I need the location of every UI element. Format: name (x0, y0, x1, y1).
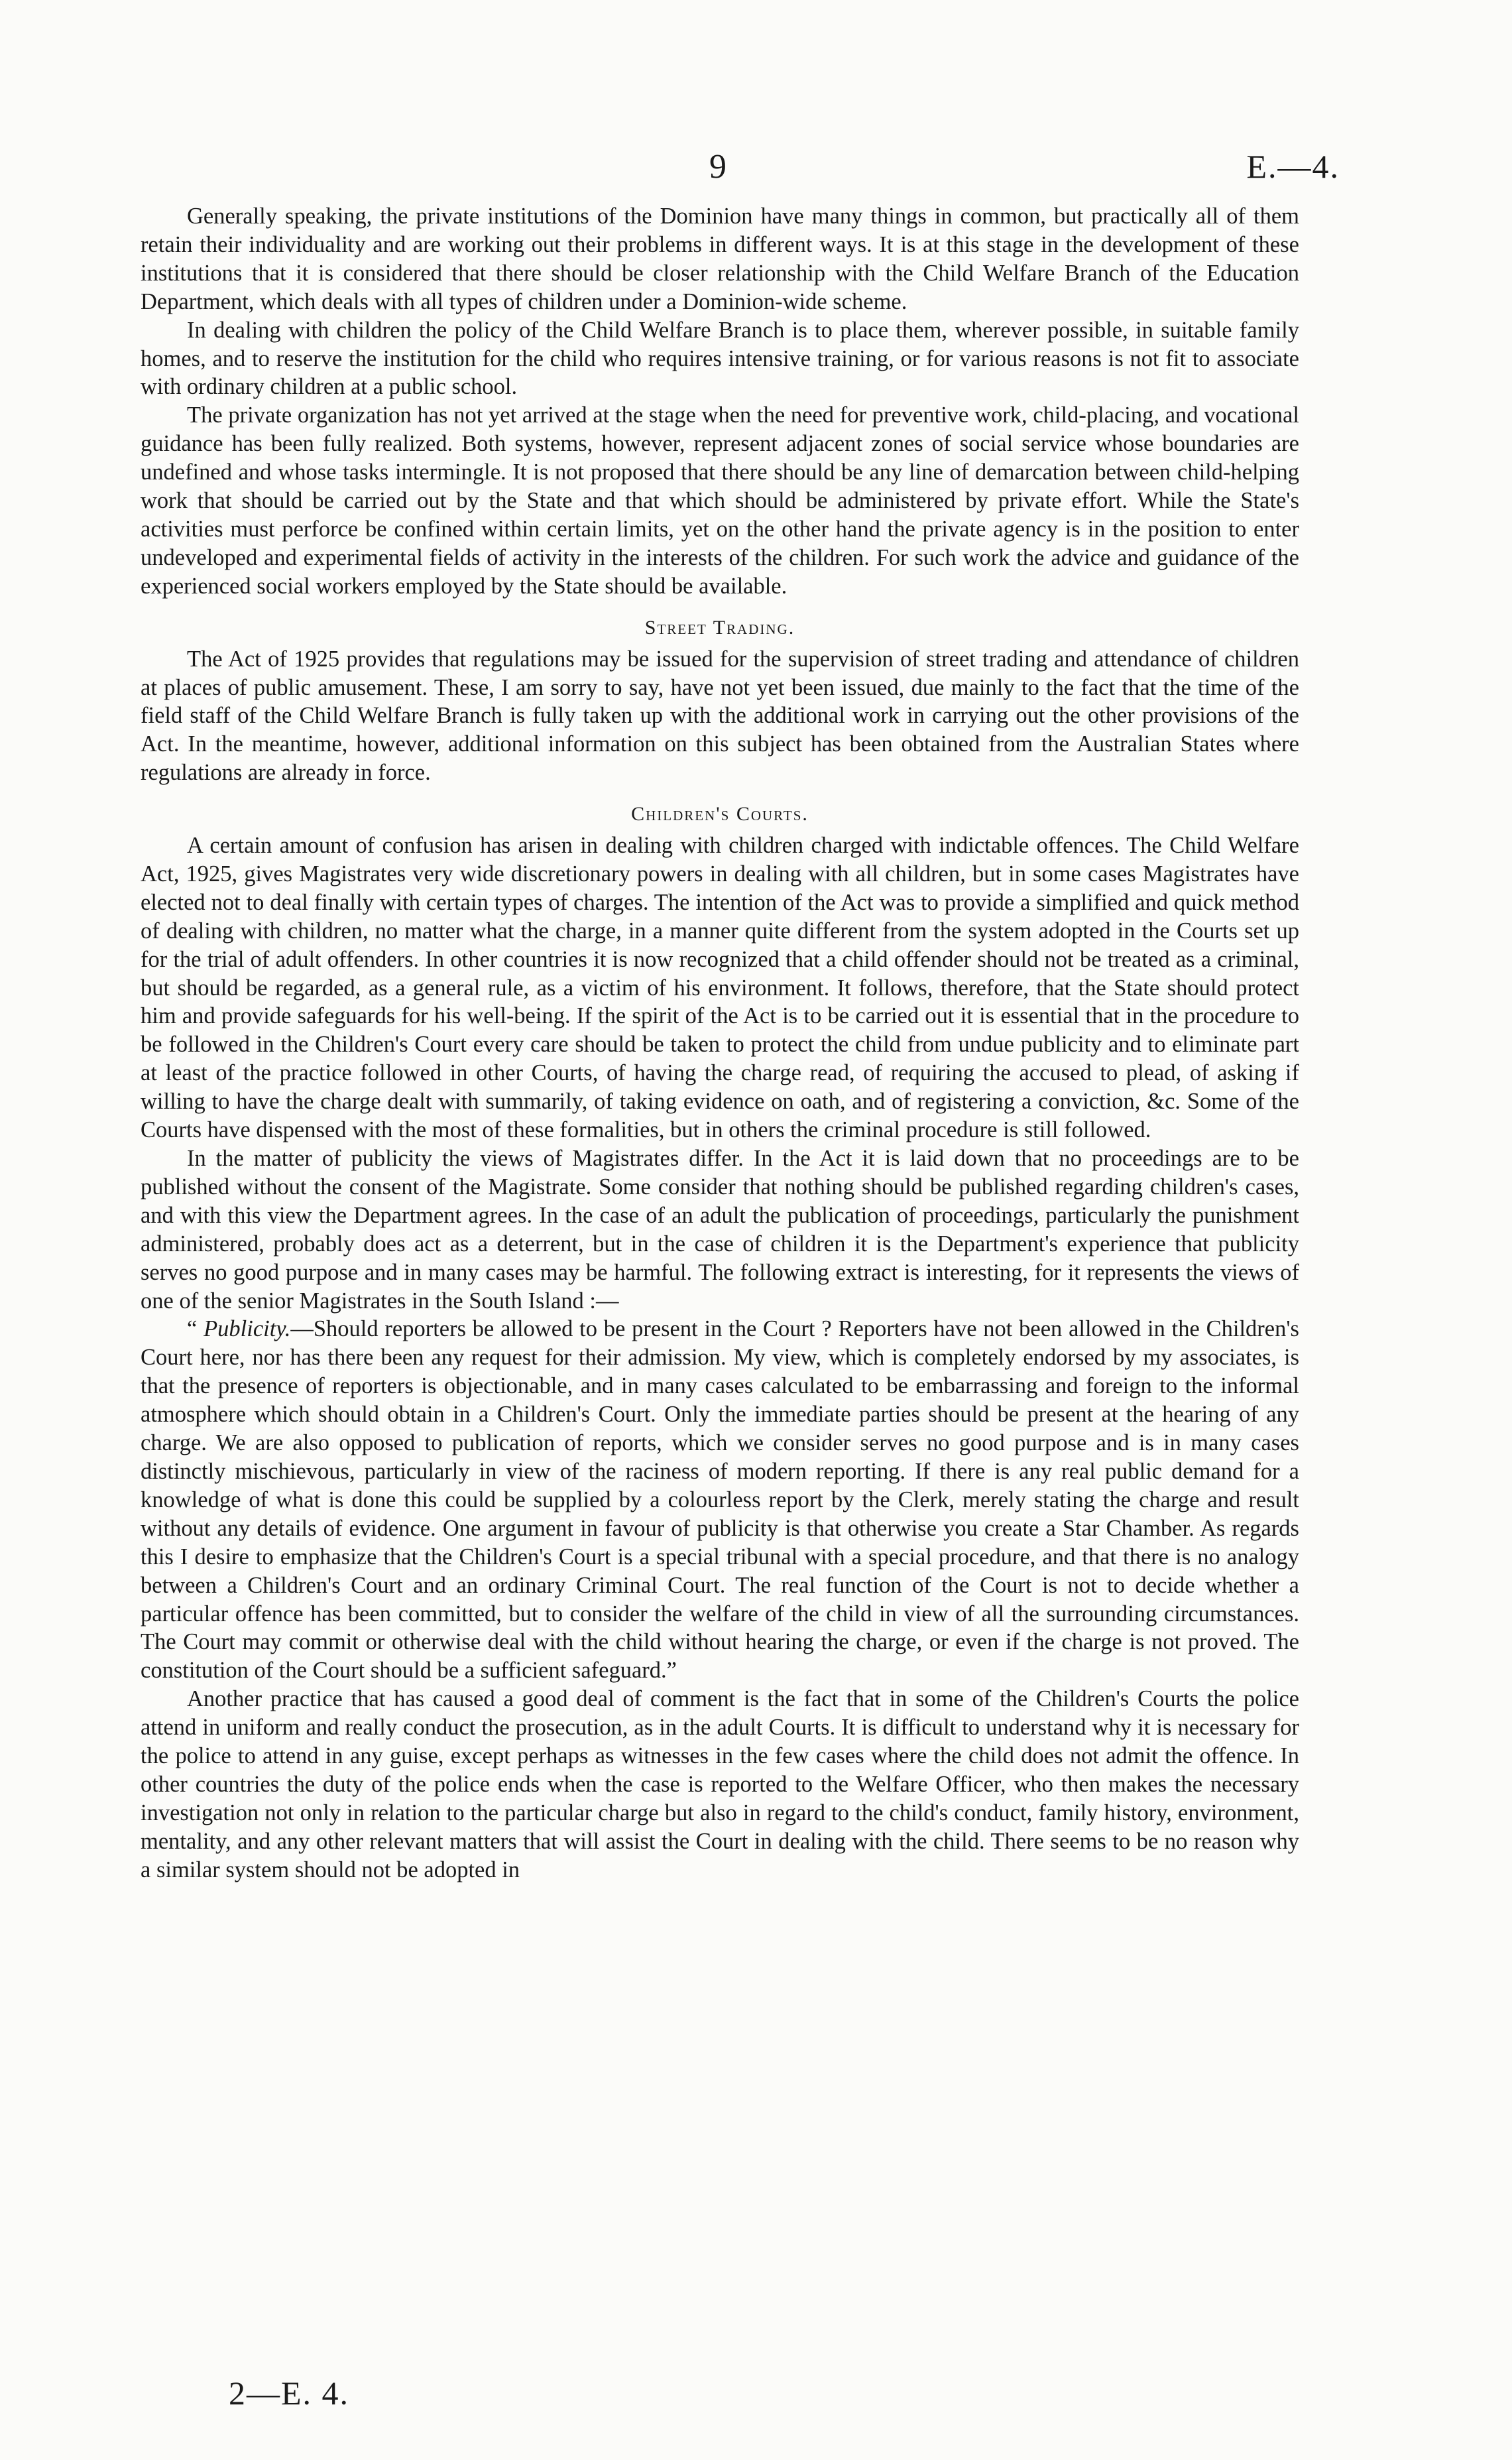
page-header (0, 147, 1512, 194)
signature-mark: 2—E. 4. (229, 2374, 350, 2412)
section-heading-street-trading: Street Trading. (644, 616, 795, 639)
paragraph: A certain amount of confusion has arisen in dealing with children charged with indictable offences. The Child Welfare Act, 1925, gives Magistrates very wide discretionary powers in dealing with all children, but in some cases Magistrates have elected not to deal finally with certain types of charges. The intention of the Act was to provide a simplified and quick method of dealing with children, no matter what the charge, in a manner quite different from the system adopted in the Courts set up for the trial of adult offenders. In other countries it is now recognized that a child offender should not be treated as a criminal, but should be regarded, as a general rule, as a victim of his environment. It follows, therefore, that the State should protect him and provide safeguards for his well-being. If the spirit of the Act is to be carried out it is essential that in the procedure to be followed in the Children's Court every care should be taken to protect the child from undue publicity and to eliminate part at least of the practice followed in other Courts, of having the charge read, of requiring the accused to plead, of asking if willing to have the charge dealt with summarily, of taking evidence on oath, and of registering a conviction, &c. Some of the Courts have dispensed with the most of these formalities, but in others the criminal procedure is still followed. (141, 833, 1299, 1143)
paragraph: Generally speaking, the private institutions of the Dominion have many things in common, but practically all of them retain their individuality and are working out their problems in different ways. It is at this stage in the development of these institutions that it is considered that there should be closer relationship with the Child Welfare Branch of the Education Department, which deals with all types of children under a Dominion-wide scheme. (141, 204, 1299, 314)
page-number: 9 (709, 148, 727, 186)
quote-label: Publicity. (204, 1316, 291, 1342)
section-heading-childrens-courts: Children's Courts. (631, 803, 809, 826)
paragraph: Another practice that has caused a good deal of comment is the fact that in some of the Children's Courts the police attend in uniform and really conduct the prosecution, as in the adult Courts. It is difficult to understand why it is necessary for the police to attend in any guise, except perhaps as witnesses in the few cases where the child does not admit the offence. In other countries the duty of the police ends when the case is reported to the Welfare Officer, who then makes the necessary investigation not only in relation to the particular charge but also in regard to the child's conduct, family history, environment, mentality, and any other relevant matters that will assist the Court in dealing with the child. There seems to be no reason why a similar system should not be adopted in (141, 1686, 1299, 1882)
document-reference: E.—4. (1246, 148, 1340, 185)
quote-text: —Should reporters be allowed to be present in the Court ? Reporters have not been allowed in the Children's Court here, nor has there been any request for their admission. My view, which is completely endorsed by my associates, is that the presence of reporters is objectionable, and in many cases calculated to be embarrassing and foreign to the informal atmosphere which should obtain in a Children's Court. Only the immediate parties should be present at the hearing of any charge. We are also opposed to publication of reports, which we consider serves no good purpose and is in many cases distinctly mischievous, particularly in view of the raciness of modern reporting. If there is any real public demand for a knowledge of what is done this could be supplied by a colourless report by the Clerk, merely stating the charge and result without any details of evidence. One argument in favour of publicity is that otherwise you create a Star Chamber. As regards this I desire to emphasize that the Children's Court is a special tribunal with a special procedure, and that there is no analogy between a Children's Court and an ordinary Criminal Court. The real function of the Court is not to decide whether a particular offence has been committed, but to consider the welfare of the child in view of all the surrounding circumstances. The Court may commit or otherwise deal with the child without hearing the charge, or even if the charge is not proved. The constitution of the Court should be a sufficient safeguard.” (141, 1316, 1299, 1684)
quoted-extract (141, 1315, 1299, 1685)
paragraph: The private organization has not yet arrived at the stage when the need for preventive work, child-placing, and vocational guidance has been fully realized. Both systems, however, represent adjacent zones of social service whose boundaries are undefined and whose tasks intermingle. It is not proposed that there should be any line of demarcation between child-helping work that should be carried out by the State and that which should be administered by private effort. While the State's activities must perforce be confined within certain limits, yet on the other hand the private agency is in the position to enter undeveloped and experimental fields of activity in the interests of the children. For such work the advice and guidance of the experienced social workers employed by the State should be available. (141, 402, 1299, 599)
paragraph: In the matter of publicity the views of Magistrates differ. In the Act it is laid down that no proceedings are to be published without the consent of the Magistrate. Some consider that nothing should be published regarding children's cases, and with this view the Department agrees. In the case of an adult the publication of proceedings, particularly the punishment administered, probably does act as a deterrent, but in the case of children it is the Department's experience that publicity serves no good purpose and in many cases may be harmful. The following extract is interesting, for it represents the views of one of the senior Magistrates in the South Island :— (141, 1146, 1299, 1314)
paragraph: The Act of 1925 provides that regulations may be issued for the supervision of street trading and attendance of children at places of public amusement. These, I am sorry to say, have not yet been issued, due mainly to the fact that the time of the field staff of the Child Welfare Branch is fully taken up with the additional work in carrying out the other provisions of the Act. In the meantime, however, additional information on this subject has been obtained from the Australian States where regulations are already in force. (141, 646, 1299, 786)
body-text (141, 202, 1299, 1884)
paragraph: In dealing with children the policy of the Child Welfare Branch is to place them, wherever possible, in suitable family homes, and to reserve the institution for the child who requires intensive training, or for various reasons is not fit to associate with ordinary children at a public school. (141, 317, 1299, 400)
quote-open: “ (187, 1316, 204, 1342)
